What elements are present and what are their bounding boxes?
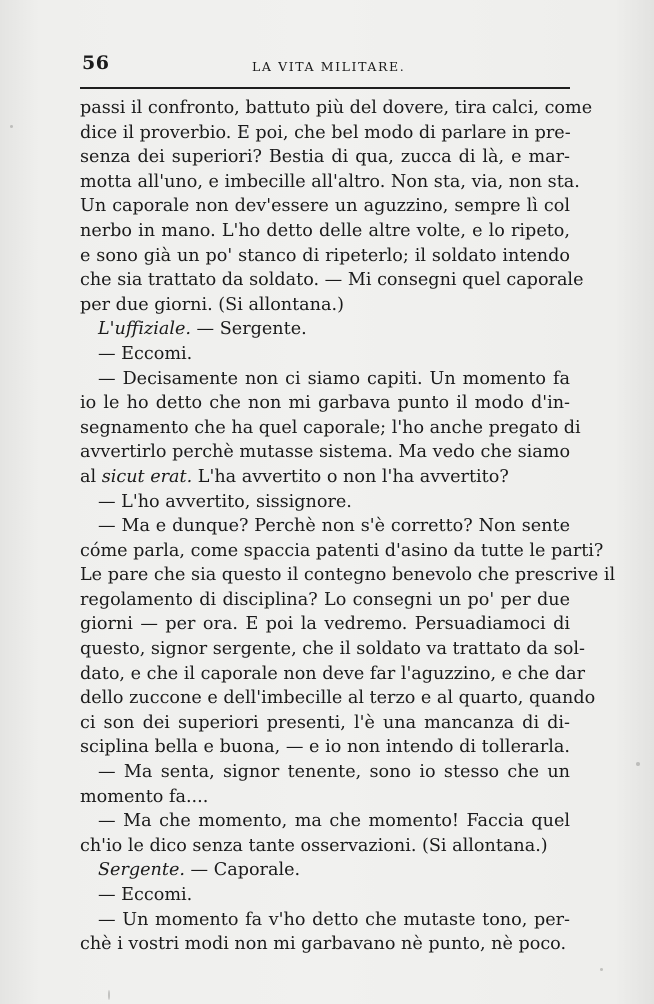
- text-segment: — Un momento fa v'ho detto che mutaste tono, per-: [98, 909, 570, 930]
- text-line: [80, 194, 570, 219]
- text-segment: — L'ho avvertito, sissignore.: [98, 491, 352, 512]
- text-segment: che sia trattato da soldato. — Mi consegni quel caporale: [80, 270, 584, 291]
- text-segment: per due giorni. (Si allontana.): [80, 294, 344, 315]
- text-line: [80, 293, 570, 318]
- header-rule: [80, 87, 570, 89]
- text-segment: — Eccomi.: [98, 885, 193, 905]
- text-segment: senza dei superiori? Bestia di qua, zucca di là, e mar-: [80, 147, 570, 168]
- text-segment: — Ma e dunque? Perchè non s'è corretto? Non sente: [98, 516, 570, 537]
- text-line: [80, 858, 570, 883]
- text-line: [80, 563, 616, 588]
- text-line: [80, 96, 593, 121]
- text-line: [80, 932, 570, 957]
- text-line: [80, 490, 570, 515]
- text-segment: e sono già un po' stanco di ripeterlo; il soldato intendo: [80, 245, 570, 266]
- text-line: [80, 834, 570, 859]
- text-segment: io le ho detto che non mi garbava punto il modo d'in-: [80, 393, 570, 414]
- text-segment: — Decisamente non ci siamo capiti. Un momento fa: [98, 368, 570, 389]
- text-segment: questo, signor sergente, che il soldato va trattato da sol-: [80, 639, 585, 660]
- text-line: [80, 440, 570, 465]
- text-line: [80, 711, 570, 736]
- text-line: [80, 735, 570, 760]
- text-segment: regolamento di disciplina? Lo consegni un po' per due: [80, 589, 570, 610]
- text-line: [80, 121, 570, 146]
- text-line: [80, 612, 570, 637]
- text-line: [80, 637, 585, 662]
- text-line: [80, 908, 570, 933]
- text-segment: — Caporale.: [184, 860, 301, 881]
- page-header: [82, 52, 572, 80]
- print-speck: [108, 990, 110, 1000]
- text-line: [80, 465, 570, 490]
- text-line: [80, 268, 584, 293]
- text-segment: Sergente.: [98, 860, 185, 881]
- text-line: [80, 883, 570, 908]
- text-line: [80, 785, 570, 810]
- text-segment: L'uffiziale.: [98, 319, 191, 340]
- text-segment: sicut erat.: [101, 466, 193, 487]
- text-segment: avvertirlo perchè mutasse sistema. Ma vedo che siamo: [80, 442, 571, 463]
- text-segment: dice il proverbio. E poi, che bel modo di parlare in pre-: [80, 122, 571, 143]
- print-speck: [600, 968, 603, 971]
- text-line: [80, 539, 604, 564]
- text-line: [80, 760, 570, 785]
- text-segment: — Eccomi.: [98, 343, 193, 364]
- text-segment: momento fa....: [80, 786, 209, 807]
- body-text: [80, 96, 616, 957]
- page-number: 56: [82, 52, 110, 74]
- text-segment: ch'io le dico senza tante osservazioni. (Si allontana.): [80, 835, 548, 856]
- text-segment: L'ha avvertito o non l'ha avvertito?: [192, 466, 509, 487]
- print-speck: [636, 762, 640, 766]
- text-line: [80, 416, 581, 441]
- text-segment: giorni — per ora. E poi la vedremo. Persuadiamoci di: [80, 614, 570, 635]
- text-line: [80, 244, 570, 269]
- text-line: [80, 317, 570, 342]
- text-segment: — Ma senta, signor tenente, sono io stesso che un: [98, 762, 570, 783]
- text-segment: dello zuccone e dell'imbecille al terzo e al quarto, quando: [80, 688, 596, 709]
- running-head: LA VITA MILITARE.: [252, 59, 406, 74]
- text-segment: dato, e che il caporale non deve far l'aguzzino, e che dar: [80, 663, 586, 684]
- text-line: [80, 145, 570, 170]
- text-segment: ci son dei superiori presenti, l'è una mancanza di di-: [80, 712, 570, 733]
- text-line: [80, 367, 570, 392]
- text-line: [80, 219, 570, 244]
- text-line: [80, 342, 570, 367]
- text-segment: — Sergente.: [190, 319, 307, 340]
- text-segment: cóme parla, come spaccia patenti d'asino da tutte le parti?: [80, 540, 604, 561]
- text-segment: sciplina bella e buona, — e io non intendo di tollerarla.: [80, 737, 570, 758]
- text-line: [80, 588, 570, 613]
- text-segment: passi il confronto, battuto più del dovere, tira calci, come: [80, 98, 593, 118]
- text-line: [80, 686, 596, 711]
- text-segment: al: [80, 466, 102, 487]
- text-segment: segnamento che ha quel caporale; l'ho anche pregato di: [80, 417, 581, 438]
- text-segment: Un caporale non dev'essere un aguzzino, sempre lì col: [80, 196, 570, 217]
- text-segment: nerbo in mano. L'ho detto delle altre volte, e lo ripeto,: [80, 220, 570, 241]
- text-line: [80, 809, 570, 834]
- text-segment: — Ma che momento, ma che momento! Faccia quel: [98, 811, 570, 832]
- text-line: [80, 170, 580, 195]
- text-line: [80, 391, 570, 416]
- text-line: [80, 662, 586, 687]
- text-segment: Le pare che sia questo il contegno benevolo che prescrive il: [80, 565, 616, 586]
- text-segment: chè i vostri modi non mi garbavano nè punto, nè poco.: [80, 934, 567, 955]
- text-segment: motta all'uno, e imbecille all'altro. Non sta, via, non sta.: [80, 171, 580, 192]
- print-speck: [10, 125, 13, 128]
- text-line: [80, 514, 570, 539]
